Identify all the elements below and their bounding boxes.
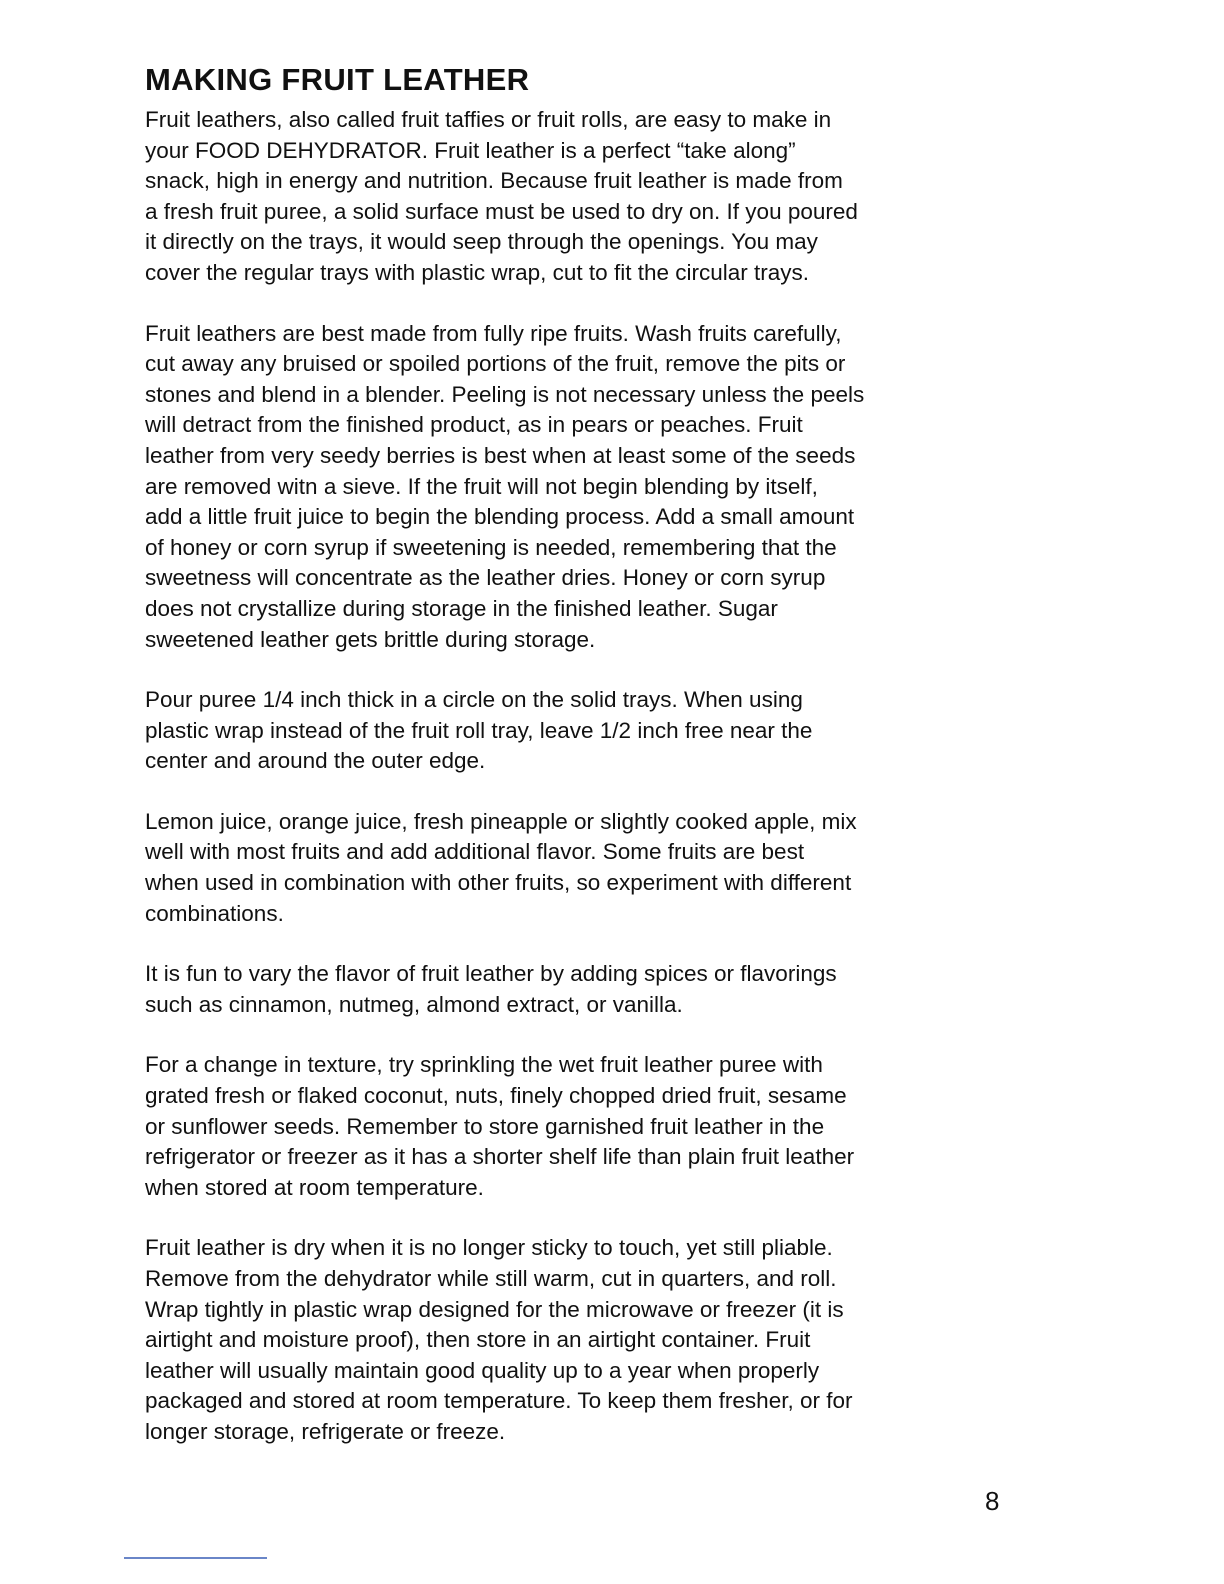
text-line: Pour puree 1/4 inch thick in a circle on the solid trays. When using (145, 687, 803, 713)
text-line: airtight and moisture proof), then store in an airtight container. Fruit (145, 1327, 811, 1353)
text-line: leather from very seedy berries is best when at least some of the seeds (145, 442, 856, 468)
page-number: 8 (985, 1486, 1000, 1516)
text-line: Fruit leathers, also called fruit taffies or fruit rolls, are easy to make in (145, 107, 832, 132)
text-line: For a change in texture, try sprinkling the wet fruit leather puree with (145, 1052, 823, 1078)
text-line: stones and blend in a blender. Peeling is not necessary unless the peels (145, 381, 865, 407)
text-line: packaged and stored at room temperature. To keep them fresher, or for (145, 1388, 853, 1414)
text-line: sweetened leather gets brittle during storage. (145, 626, 596, 652)
paragraph-texture (145, 1050, 1005, 1203)
text-line: when used in combination with other fruits, so experiment with different (145, 870, 852, 896)
text-line: cover the regular trays with plastic wrap, cut to fit the circular trays. (145, 259, 809, 285)
text-line: it directly on the trays, it would seep through the openings. You may (145, 229, 818, 255)
text-line: plastic wrap instead of the fruit roll tray, leave 1/2 inch free near the (145, 717, 813, 743)
text-line: grated fresh or flaked coconut, nuts, finely chopped dried fruit, sesame (145, 1083, 847, 1109)
text-line: such as cinnamon, nutmeg, almond extract, or vanilla. (145, 991, 683, 1017)
text-line: sweetness will concentrate as the leather dries. Honey or corn syrup (145, 565, 826, 591)
text-line: a fresh fruit puree, a solid surface must be used to dry on. If you poured (145, 198, 858, 224)
text-line: add a little fruit juice to begin the blending process. Add a small amount (145, 504, 855, 530)
paragraph-flavor-combinations (145, 807, 1005, 929)
text-line: Remove from the dehydrator while still warm, cut in quarters, and roll. (145, 1266, 837, 1291)
text-line: combinations. (145, 900, 284, 926)
text-line: does not crystallize during storage in the finished leather. Sugar (145, 595, 778, 621)
paragraph-spices (145, 959, 1005, 1020)
paragraph-pouring (145, 685, 1005, 777)
text-line: or sunflower seeds. Remember to store garnished fruit leather in the (145, 1113, 825, 1139)
text-line: will detract from the finished product, as in pears or peaches. Fruit (145, 412, 803, 438)
text-line: center and around the outer edge. (145, 748, 486, 774)
text-line: Lemon juice, orange juice, fresh pineapple or slightly cooked apple, mix (145, 808, 857, 834)
text-line: your FOOD DEHYDRATOR. Fruit leather is a perfect “take along” (145, 137, 796, 163)
text-line: cut away any bruised or spoiled portions of the fruit, remove the pits or (145, 351, 846, 377)
text-line: snack, high in energy and nutrition. Because fruit leather is made from (145, 168, 843, 194)
body-text (145, 105, 1005, 1478)
text-line: Fruit leathers are best made from fully ripe fruits. Wash fruits carefully, (145, 320, 842, 346)
paragraph-intro (145, 105, 1005, 289)
footer-rule (124, 1557, 267, 1559)
text-line: well with most fruits and add additional flavor. Some fruits are best (145, 839, 805, 865)
text-line: Wrap tightly in plastic wrap designed for the microwave or freezer (it is (145, 1296, 844, 1322)
text-line: Fruit leather is dry when it is no longer sticky to touch, yet still pliable. (145, 1235, 833, 1261)
text-line: longer storage, refrigerate or freeze. (145, 1418, 506, 1444)
page-title: MAKING FRUIT LEATHER (145, 62, 530, 97)
text-line: are removed witn a sieve. If the fruit will not begin blending by itself, (145, 473, 818, 499)
text-line: refrigerator or freezer as it has a shorter shelf life than plain fruit leather (145, 1144, 855, 1170)
text-line: when stored at room temperature. (145, 1174, 484, 1200)
paragraph-preparation (145, 319, 1005, 656)
text-line: leather will usually maintain good quality up to a year when properly (145, 1357, 820, 1383)
text-line: It is fun to vary the flavor of fruit leather by adding spices or flavorings (145, 961, 837, 987)
paragraph-storage (145, 1233, 1005, 1447)
text-line: of honey or corn syrup if sweetening is needed, remembering that the (145, 534, 837, 560)
